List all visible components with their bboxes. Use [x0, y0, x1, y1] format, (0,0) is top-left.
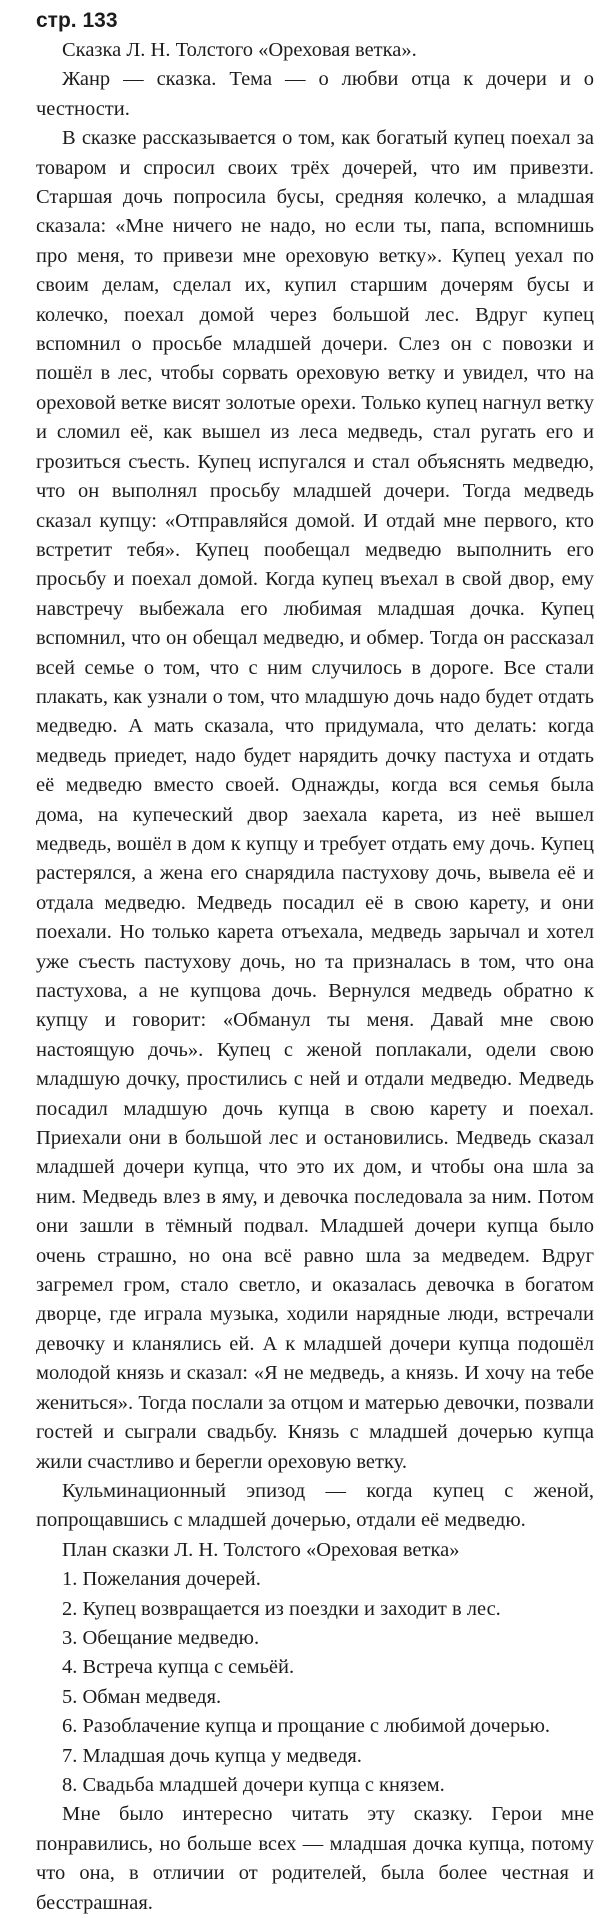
plan-item: 3. Обещание медведю. [62, 1626, 260, 1649]
plan-item: 6. Разоблачение купца и прощание с любимой дочерью. [62, 1715, 551, 1738]
conclusion-paragraph: Мне было интересно читать эту сказку. Герои мне понравились, но больше всех — младшая дочка купца, потому что она, в отличии от родителей, была более честная и бесстрашная. [36, 1803, 594, 1914]
plan-item: 8. Свадьба младшей дочери купца с князем. [62, 1773, 445, 1796]
plan-list [36, 1565, 594, 1800]
plan-item: 2. Купец возвращается из поездки и заходит в лес. [62, 1597, 501, 1620]
plan-item: 5. Обман медведя. [62, 1685, 222, 1708]
plan-item: 7. Младшая дочь купца у медведя. [62, 1744, 362, 1767]
story-title: Сказка Л. Н. Толстого «Ореховая ветка». [62, 39, 417, 61]
plan-item: 1. Пожелания дочерей. [62, 1568, 261, 1591]
plan-heading: План сказки Л. Н. Толстого «Ореховая ветка» [62, 1538, 460, 1561]
genre-theme-paragraph: Жанр — сказка. Тема — о любви отца к дочери и о честности. [36, 68, 594, 120]
summary-paragraph: В сказке рассказывается о том, как богатый купец поехал за товаром и спросил своих трёх дочерей, что им привезти. Старшая дочь попросила бусы, средняя колечко, а младшая сказала: «Мне ничего не надо, но если ты, папа, вспомнишь про меня, то привези мне ореховую ветку». Купец уехал по своим делам, сделал их, купил старшим дочерям бусы и колечко, поехал домой через большой лес. Вдруг купец вспомнил о просьбе младшей дочери. Слез он с повозки и пошёл в лес, чтобы сорвать ореховую ветку и увидел, что на ореховой ветке висят золотые орехи. Только купец нагнул ветку и сломил её, как вышел из леса медведь, стал ругать его и грозиться съесть. Купец испугался и стал объяснять медведю, что он выполнял просьбу младшей дочери. Тогда медведь сказал купцу: «Отправляйся домой. И отдай мне первого, кто встретит тебя». Купец пообещал медведю выполнить его просьбу и поехал домой. Когда купец въехал в свой двор, ему навстречу выбежала его любимая младшая дочка. Купец вспомнил, что он обещал медведю, и обмер. Тогда он рассказал всей семье о том, что с ним случилось в дороге. Все стали плакать, как узнали о том, что младшую дочь надо будет отдать медведю. А мать сказала, что придумала, что делать: когда медведь приедет, надо будет нарядить дочку пастуха и отдать её медведю вместо своей. Однажды, когда вся семья была дома, на купеческий двор заехала карета, из неё вышел медведь, вошёл в дом к купцу и требует отдать ему дочь. Купец растерялся, а жена его снарядила пастухову дочь, вывела её и отдала медведю. Медведь посадил её в свою карету, и они поехали. Но только карета отъехала, медведь зарычал и хотел уже съесть пастухову дочь, но та призналась в том, что она пастухова, а не купцова дочь. Вернулся медведь обратно к купцу и говорит: «Обманул ты меня. Давай мне свою настоящую дочь». Купец с женой поплакали, одели свою младшую дочку, простились с ней и отдали медведю. Медведь посадил младшую дочь купца в свою карету и поехал. Приехали они в большой лес и остановились. Медведь сказал младшей дочери купца, что это их дом, и чтобы она шла за ним. Медведь влез в яму, и девочка последовала за ним. Потом они зашли в тёмный подвал. Младшей дочери купца было очень страшно, но она всё равно шла за медведем. Вдруг загремел гром, стало светло, и оказалась девочка в богатом дворце, где играла музыка, ходили нарядные люди, встречали девочку и кланялись ей. А к младшей дочери купца подошёл молодой князь и сказал: «Я не медведь, а князь. И хочу на тебе жениться». Тогда послали за отцом и матерью девочки, позвали гостей и сыграли свадьбу. Князь с младшей дочерью купца жили счастливо и берегли ореховую ветку. [36, 127, 595, 1473]
climax-paragraph: Кульминационный эпизод — когда купец с женой, попрощавшись с младшей дочерью, отдали её медведю. [36, 1479, 594, 1532]
plan-item: 4. Встреча купца с семьёй. [62, 1656, 295, 1679]
page-number: стр. 133 [36, 9, 118, 32]
